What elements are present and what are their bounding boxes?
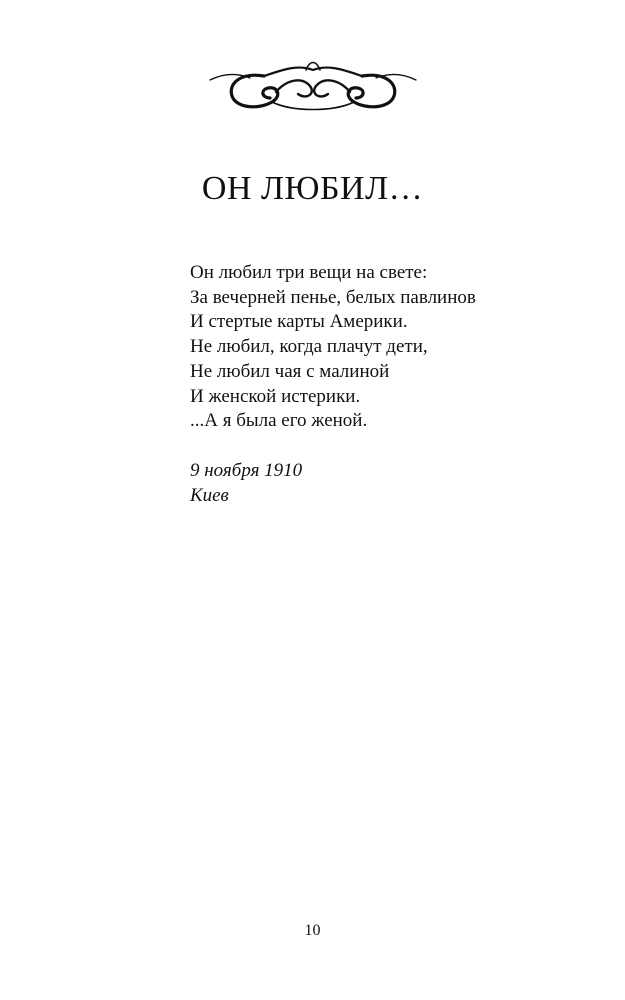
poem-line: Не любил чая с малиной [190, 360, 390, 382]
poem-line: И стертые карты Америки. [190, 311, 408, 333]
flourish-ornament-icon [206, 56, 420, 118]
poem-line: Он любил три вещи на свете: [190, 262, 428, 283]
poem-signature [190, 458, 302, 508]
poem-line: Не любил, когда плачут дети, [190, 336, 428, 358]
poem-line: За вечерней пенье, белых павлинов [190, 286, 476, 308]
poem-place: Киев [190, 485, 229, 506]
page-title: ОН ЛЮБИЛ… [201, 170, 424, 207]
poem-date: 9 ноября 1910 [190, 460, 303, 481]
poem-line: ...А я была его женой. [190, 410, 368, 432]
poem-line: И женской истерики. [190, 385, 361, 407]
page-number: 10 [304, 922, 321, 939]
poem-body [190, 261, 476, 434]
